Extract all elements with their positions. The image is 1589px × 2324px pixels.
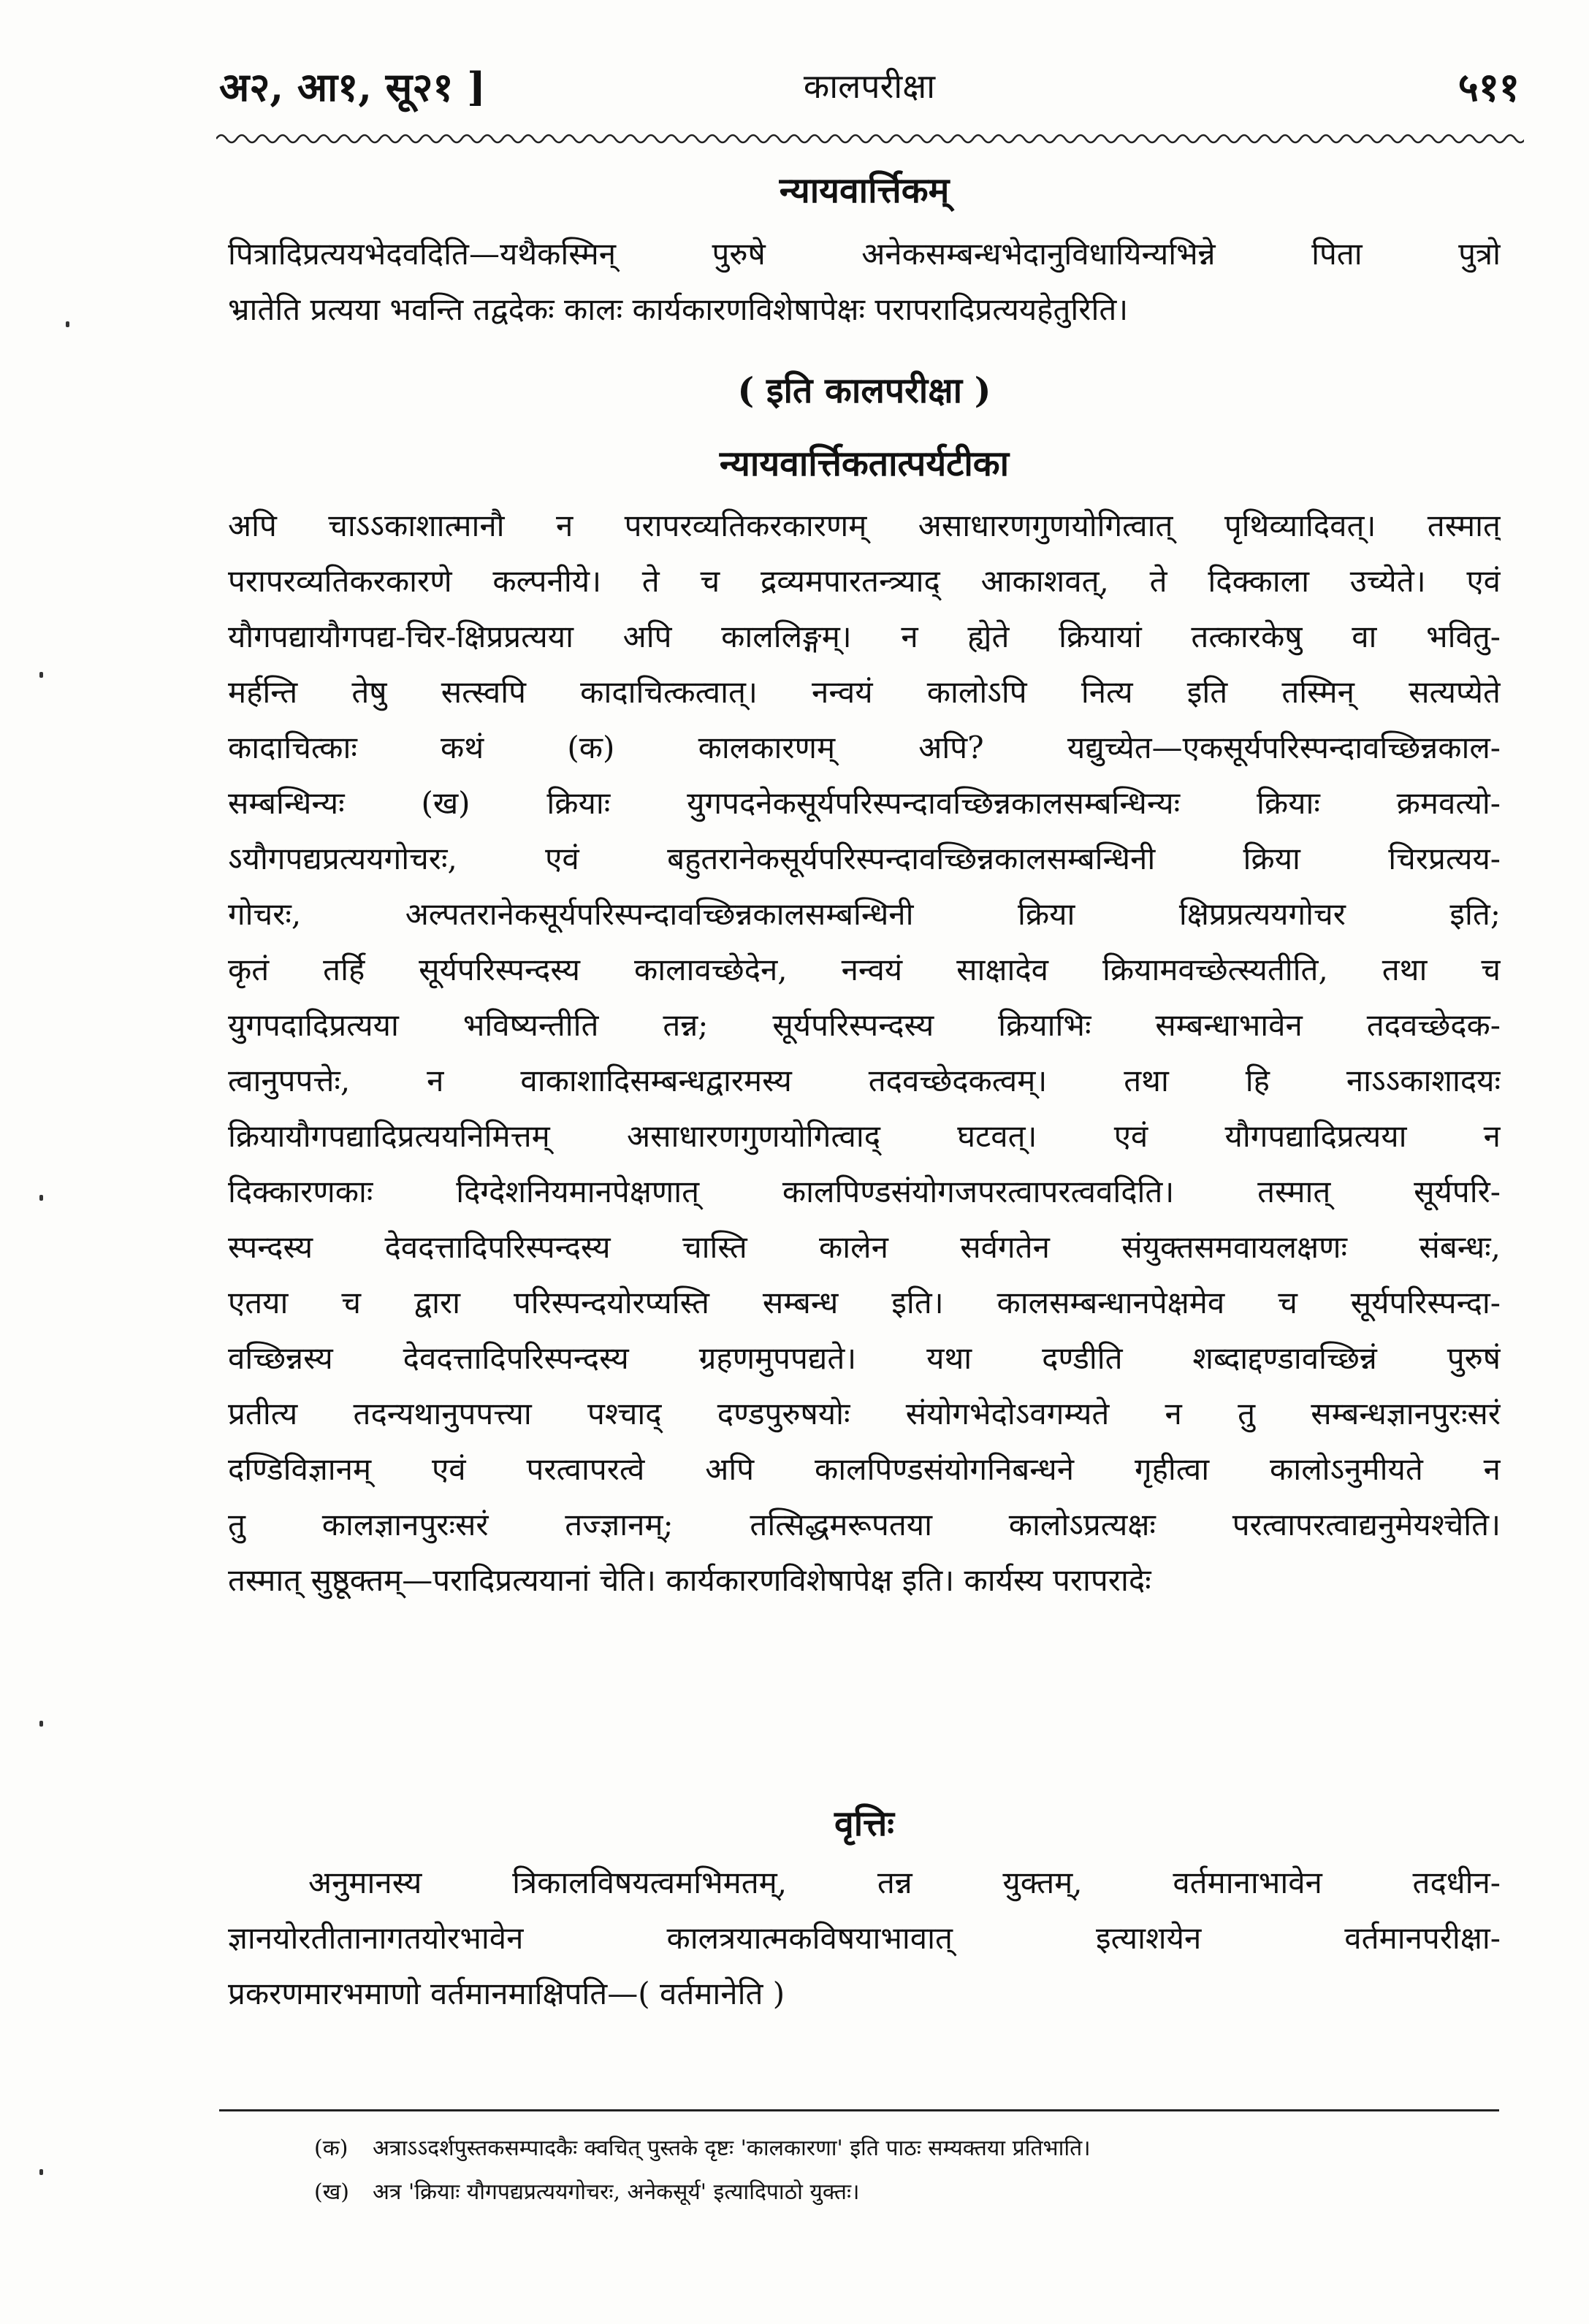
scan-speck [66,321,69,327]
running-header [219,58,1520,117]
text-line: वच्छिन्नस्य देवदत्तादिपरिस्पन्दस्य ग्रहणमुपपद्यते। यथा दण्डीति शब्दाद्दण्डावच्छिन्नं पुरुषं [228,1340,1501,1376]
text-line: दिक्कारणकाः दिग्देशनियमानपेक्षणात् कालपिण्डसंयोगजपरत्वापरत्ववदिति। तस्मात् सूर्यपरि- [228,1174,1501,1209]
footnote-mark: (क) [314,2136,348,2161]
vritti-text [228,1855,1501,2022]
text-line: सम्बन्धिन्यः (ख) क्रियाः युगपदनेकसूर्यपरिस्पन्दावच्छिन्नकालसम्बन्धिन्यः क्रियाः क्रमवत्यो- [228,785,1501,821]
footnote [314,2127,1498,2171]
text-line: प्रकरणमारभमाणो वर्तमानमाक्षिपति—( वर्तमानेति ) [228,1976,785,2011]
header-title: कालपरीक्षा [803,66,936,106]
text-line: भ्रातेति प्रत्यया भवन्ति तद्वदेकः कालः कार्यकारणविशेषापेक्षः परापरादिप्रत्ययहेतुरिति। [228,291,1129,327]
tika-heading: न्यायवार्त्तिकतात्पर्यटीका [719,443,1010,484]
iti-heading: ( इति कालपरीक्षा ) [737,370,991,411]
header-wavy-rule [216,130,1524,148]
text-line: एतया च द्वारा परिस्पन्दयोरप्यस्ति सम्बन्ध इति। कालसम्बन्धानपेक्षमेव च सूर्यपरिस्पन्दा- [228,1285,1501,1320]
header-section-ref: अ२, आ१, सू२१ ] [219,64,486,110]
text-line: गोचरः, अल्पतरानेकसूर्यपरिस्पन्दावच्छिन्नकालसम्बन्धिनी क्रिया क्षिप्रप्रत्ययगोचर इति; [228,896,1501,932]
scan-speck [39,1195,43,1201]
text-line: अनुमानस्य त्रिकालविषयत्वमभिमतम्, तन्न युक्तम्, वर्तमानाभावेन तदधीन- [308,1865,1501,1900]
text-line: ज्ञानयोरतीतानागतयोरभावेन कालत्रयात्मकविषयाभावात् इत्याशयेन वर्तमानपरीक्षा- [228,1920,1501,1956]
footnote-rule [219,2109,1499,2111]
text-line: ऽयौगपद्यप्रत्ययगोचरः, एवं बहुतरानेकसूर्यपरिस्पन्दावच्छिन्नकालसम्बन्धिनी क्रिया चिरप्रत्यय- [228,841,1501,876]
varttika-text [228,226,1501,337]
text-line: मर्हन्ति तेषु सत्स्वपि कादाचित्कत्वात्। नन्वयं कालोऽपि नित्य इति तस्मिन् सत्यप्येते [228,674,1501,710]
text-line: यौगपद्यायौगपद्य-चिर-क्षिप्रप्रत्यया अपि काललिङ्गम्। न ह्येते क्रियायां तत्कारकेषु वा भवितु- [228,619,1501,654]
text-line: तु कालज्ञानपुरःसरं तज्ज्ञानम्; तत्सिद्धमरूपतया कालोऽप्रत्यक्षः परत्वापरत्वाद्यनुमेयश्चेति। [228,1507,1501,1543]
scan-speck [39,1721,43,1727]
scan-speck [39,672,43,678]
tika-text [228,498,1501,1608]
page-number: ५११ [1457,64,1520,110]
text-line: परापरव्यतिकरकारणे कल्पनीये। ते च द्रव्यमपारतन्त्र्याद् आकाशवत्, ते दिक्काला उच्येते। एवं [228,563,1501,599]
footnote [314,2171,1498,2214]
text-line: दण्डिविज्ञानम् एवं परत्वापरत्वे अपि कालपिण्डसंयोगनिबन्धने गृहीत्वा कालोऽनुमीयते न [228,1451,1501,1487]
footnote-text: अत्र 'क्रियाः यौगपद्यप्रत्ययगोचरः, अनेकसूर्य' इत्यादिपाठो युक्तः। [373,2179,860,2205]
text-line: कृतं तर्हि सूर्यपरिस्पन्दस्य कालावच्छेदेन, नन्वयं साक्षादेव क्रियामवच्छेत्स्यतीति, तथा च [228,952,1501,987]
footnote-mark: (ख) [314,2179,349,2205]
text-line: स्पन्दस्य देवदत्तादिपरिस्पन्दस्य चास्ति कालेन सर्वगतेन संयुक्तसमवायलक्षणः संबन्धः, [228,1229,1501,1265]
text-line: त्वानुपपत्तेः, न वाकाशादिसम्बन्धद्वारमस्य तदवच्छेदकत्वम्। तथा हि नाऽऽकाशादयः [228,1063,1501,1098]
text-line: प्रतीत्य तदन्यथानुपपत्त्या पश्चाद् दण्डपुरुषयोः संयोगभेदोऽवगम्यते न तु सम्बन्धज्ञानपुरःसरं [228,1396,1501,1432]
vritti-heading: वृत्तिः [834,1803,894,1844]
text-line: कादाचित्काः कथं (क) कालकारणम् अपि? यद्युच्येत—एकसूर्यपरिस्पन्दावच्छिन्नकाल- [228,730,1501,765]
varttika-heading: न्यायवार्त्तिकम् [779,170,950,211]
text-line: पित्रादिप्रत्ययभेदवदिति—यथैकस्मिन् पुरुषे अनेकसम्बन्धभेदानुविधायिन्यभिन्ने पिता पुत्रो [228,236,1501,272]
text-line: युगपदादिप्रत्यया भविष्यन्तीति तन्न; सूर्यपरिस्पन्दस्य क्रियाभिः सम्बन्धाभावेन तदवच्छेदक- [228,1007,1501,1043]
text-line: तस्मात् सुष्ठूक्तम्—परादिप्रत्ययानां चेति। कार्यकारणविशेषापेक्ष इति। कार्यस्य परापरादेः [228,1562,1151,1598]
footnote-text: अत्राऽऽदर्शपुस्तकसम्पादकैः क्वचित् पुस्तके दृष्टः 'कालकारणा' इति पाठः सम्यक्तया प्रतिभाति। [373,2136,1091,2161]
text-line: अपि चाऽऽकाशात्मानौ न परापरव्यतिकरकारणम् असाधारणगुणयोगित्वात् पृथिव्यादिवत्। तस्मात् [228,508,1501,543]
text-line: क्रियायौगपद्यादिप्रत्ययनिमित्तम् असाधारणगुणयोगित्वाद् घटवत्। एवं यौगपद्यादिप्रत्यया न [228,1118,1501,1154]
scan-speck [39,2169,43,2175]
footnotes [314,2127,1498,2214]
